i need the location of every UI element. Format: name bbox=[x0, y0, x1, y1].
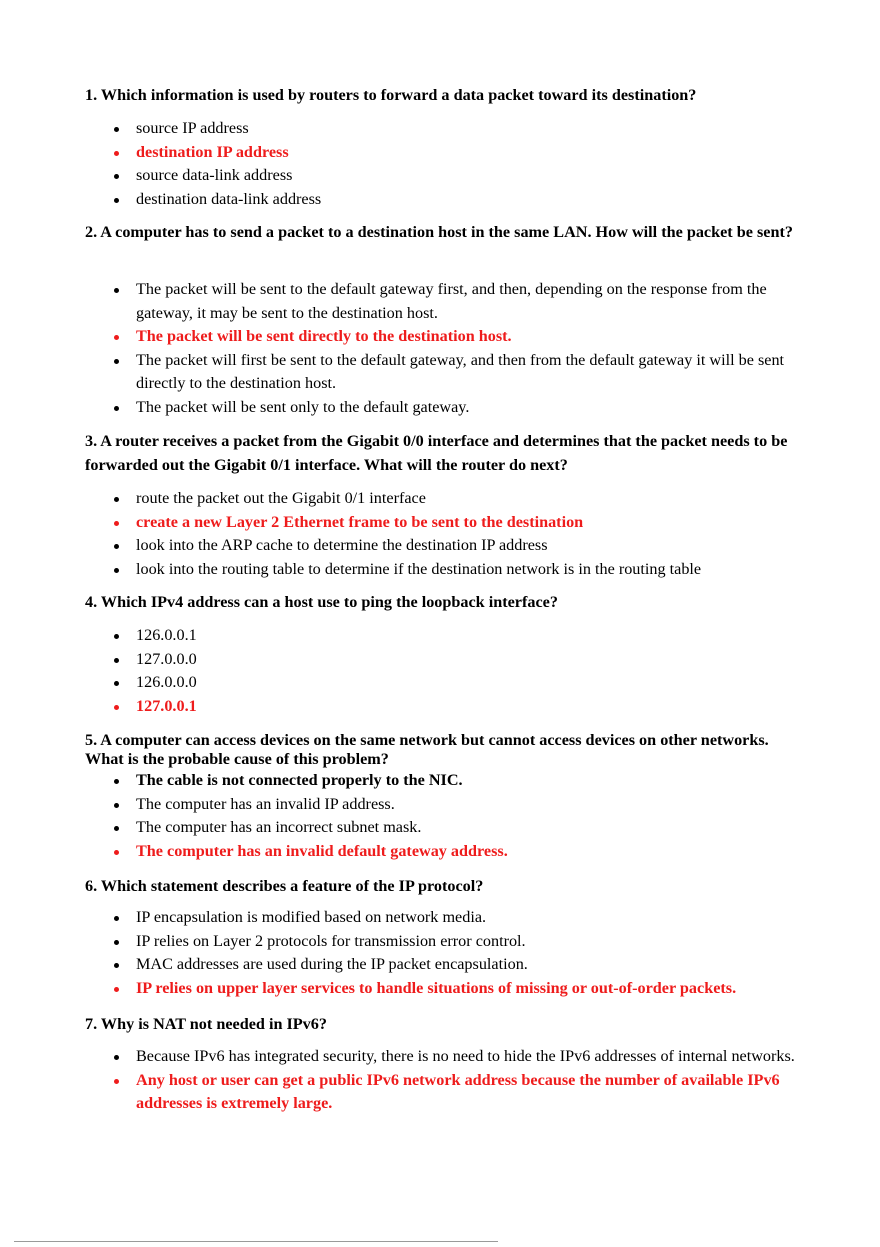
question-6-options bbox=[114, 906, 804, 1000]
question-5-options bbox=[114, 769, 804, 863]
correct-option-item: The packet will be sent directly to the destination host. bbox=[114, 325, 804, 349]
correct-option-item: create a new Layer 2 Ethernet frame to be sent to the destination bbox=[114, 511, 804, 535]
option-item: look into the ARP cache to determine the destination IP address bbox=[114, 534, 804, 558]
question-6-text: 6. Which statement describes a feature of the IP protocol? bbox=[85, 877, 484, 895]
question-7-options bbox=[114, 1045, 804, 1116]
question-2-options bbox=[114, 278, 804, 419]
option-item: route the packet out the Gigabit 0/1 interface bbox=[114, 487, 804, 511]
correct-option-item: IP relies on upper layer services to handle situations of missing or out-of-order packets. bbox=[114, 977, 804, 1001]
question-3-text: 3. A router receives a packet from the Gigabit 0/0 interface and determines that the packet needs to be forwarded out the Gigabit 0/1 interface. What will the router do next? bbox=[85, 432, 788, 474]
correct-option-item: 127.0.0.1 bbox=[114, 695, 804, 719]
option-item: The packet will be sent only to the default gateway. bbox=[114, 396, 804, 420]
option-item: 126.0.0.1 bbox=[114, 624, 804, 648]
question-1-options bbox=[114, 117, 804, 211]
footer-divider bbox=[14, 1241, 498, 1242]
option-item: The computer has an invalid IP address. bbox=[114, 793, 804, 817]
correct-option-item: Any host or user can get a public IPv6 network address because the number of available IPv6 addresses is extremely large. bbox=[114, 1069, 804, 1116]
option-item: The cable is not connected properly to the NIC. bbox=[114, 769, 804, 793]
option-item: The packet will be sent to the default gateway first, and then, depending on the response from the gateway, it may be sent to the destination host. bbox=[114, 278, 804, 325]
option-item: source IP address bbox=[114, 117, 804, 141]
question-7-text: 7. Why is NAT not needed in IPv6? bbox=[85, 1015, 327, 1033]
option-item: 126.0.0.0 bbox=[114, 671, 804, 695]
option-item: look into the routing table to determine if the destination network is in the routing table bbox=[114, 558, 804, 582]
question-3-options bbox=[114, 487, 804, 581]
option-item: Because IPv6 has integrated security, there is no need to hide the IPv6 addresses of internal networks. bbox=[114, 1045, 804, 1069]
option-item: 127.0.0.0 bbox=[114, 648, 804, 672]
correct-option-item: The computer has an invalid default gateway address. bbox=[114, 840, 804, 864]
question-5-text: 5. A computer can access devices on the same network but cannot access devices on other networks. What is the probable cause of this problem? bbox=[85, 731, 769, 768]
option-item: IP encapsulation is modified based on network media. bbox=[114, 906, 804, 930]
option-item: source data-link address bbox=[114, 164, 804, 188]
question-1-text: 1. Which information is used by routers to forward a data packet toward its destination? bbox=[85, 86, 697, 104]
correct-option-item: destination IP address bbox=[114, 141, 804, 165]
option-item: The packet will first be sent to the default gateway, and then from the default gateway it will be sent directly to the destination host. bbox=[114, 349, 804, 396]
question-4-text: 4. Which IPv4 address can a host use to ping the loopback interface? bbox=[85, 593, 558, 611]
question-2-text: 2. A computer has to send a packet to a destination host in the same LAN. How will the packet be sent? bbox=[85, 223, 793, 241]
option-item: The computer has an incorrect subnet mask. bbox=[114, 816, 804, 840]
option-item: destination data-link address bbox=[114, 188, 804, 212]
question-4-options bbox=[114, 624, 804, 718]
option-item: MAC addresses are used during the IP packet encapsulation. bbox=[114, 953, 804, 977]
option-item: IP relies on Layer 2 protocols for transmission error control. bbox=[114, 930, 804, 954]
